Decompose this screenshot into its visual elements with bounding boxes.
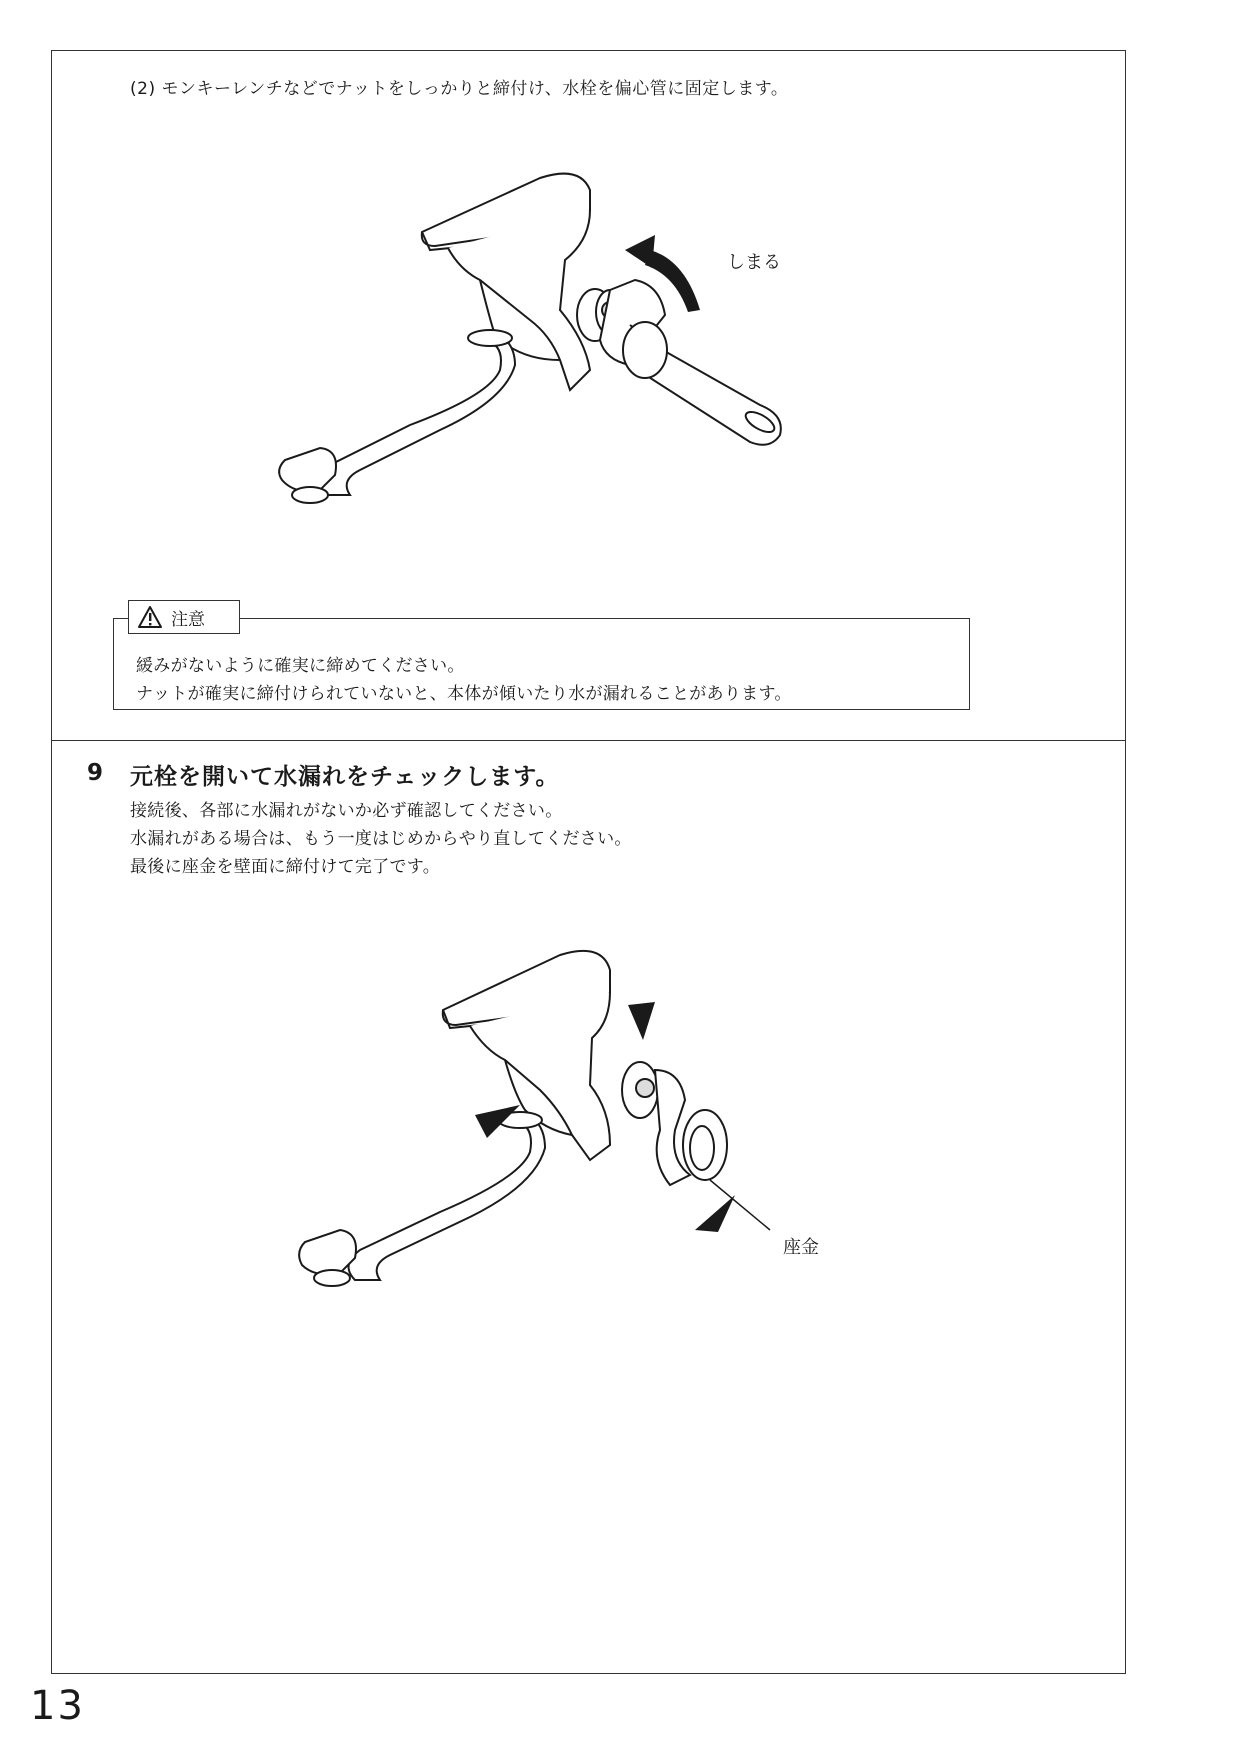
step-2-instruction: (2) モンキーレンチなどでナットをしっかりと締付け、水栓を偏心管に固定します。 [130, 79, 789, 99]
step-9-number: 9 [87, 760, 104, 786]
check-arrow-top [628, 1002, 655, 1040]
caution-tab [128, 600, 240, 634]
step-9-title: 元栓を開いて水漏れをチェックします。 [130, 764, 560, 790]
tighten-label: しまる [727, 252, 781, 273]
caution-title: 注意 [171, 609, 205, 630]
washer-label: 座金 [783, 1237, 819, 1258]
step-9-line: 水漏れがある場合は、もう一度はじめからやり直してください。 [130, 829, 632, 849]
warning-triangle-icon [137, 605, 163, 629]
faucet-leak-check-illustration [310, 930, 830, 1330]
caution-text [136, 652, 792, 708]
caution-line: 緩みがないように確実に締めてください。 [136, 656, 465, 676]
step-9-line: 最後に座金を壁面に締付けて完了です。 [130, 857, 441, 877]
faucet-wrench-illustration [290, 150, 890, 560]
section-divider [51, 740, 1126, 741]
step-9-body [130, 797, 632, 881]
check-arrow-bottom [695, 1195, 735, 1232]
caution-line: ナットが確実に締付けられていないと、本体が傾いたり水が漏れることがあります。 [136, 684, 792, 704]
spout [319, 335, 515, 495]
page-number: 13 [30, 1683, 85, 1729]
step-9-line: 接続後、各部に水漏れがないか必ず確認してください。 [130, 801, 563, 821]
